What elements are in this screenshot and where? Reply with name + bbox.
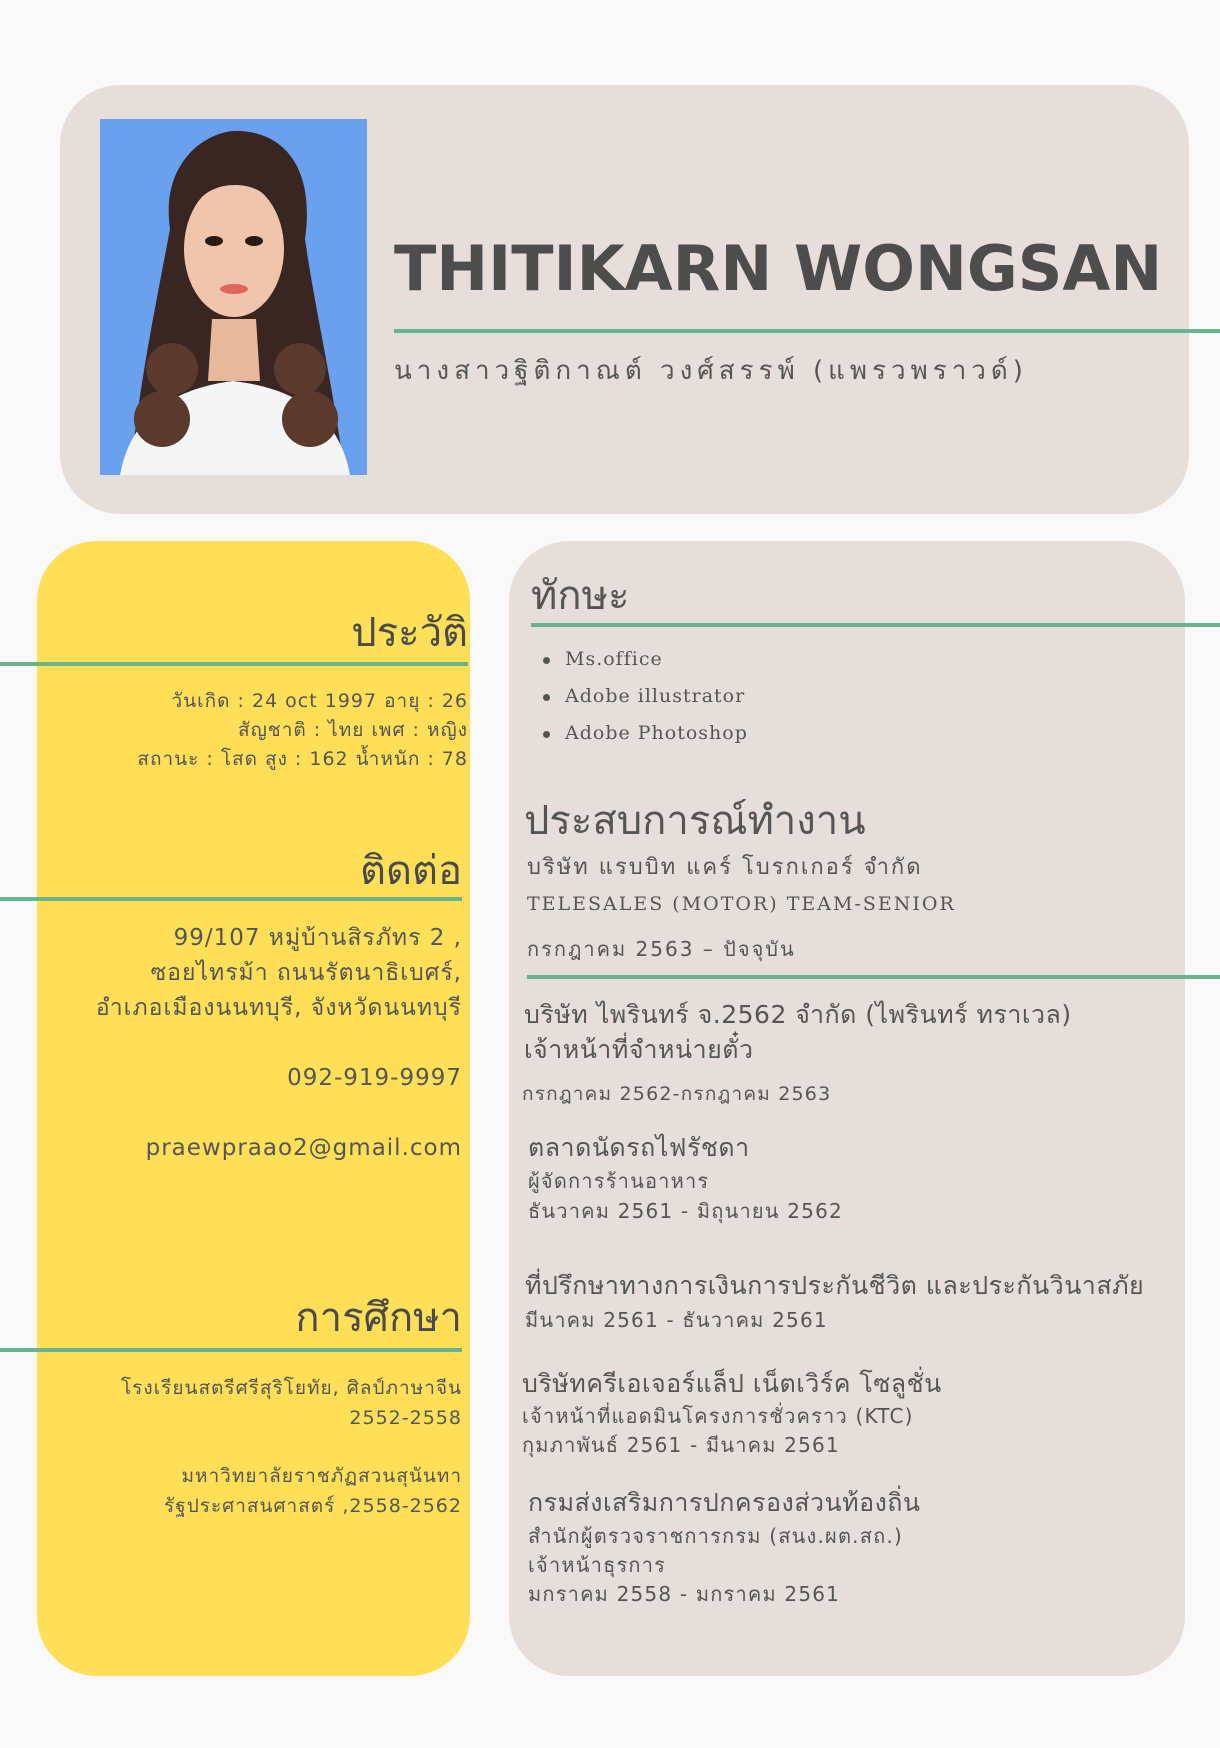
job-5-company: บริษัทครีเอเจอร์แล็ป เน็ตเวิร์ค โซลูชั่น [522, 1369, 942, 1398]
experience-title: ประสบการณ์ทำงาน [524, 798, 866, 844]
job-1-period: กรกฎาคม 2563 – ปัจจุบัน [527, 937, 796, 961]
job-4-period: มีนาคม 2561 - ธันวาคม 2561 [525, 1308, 828, 1332]
full-name: THITIKARN WONGSAN [394, 232, 1163, 305]
job-1-role: TELESALES (MOTOR) TEAM-SENIOR [527, 893, 956, 915]
job-6-role: สำนักผู้ตรวจราชการกรม (สนง.ผต.สถ.) [528, 1524, 903, 1548]
profile-divider [0, 662, 468, 666]
experience-divider [527, 975, 1220, 979]
profile-title: ประวัติ [351, 610, 468, 656]
profile-nationality: สัญชาติ : ไทย เพศ : หญิง [238, 719, 468, 741]
job-6-period: มกราคม 2558 - มกราคม 2561 [528, 1582, 841, 1606]
profile-status: สถานะ : โสด สูง : 162 น้ำหนัก : 78 [137, 748, 468, 770]
skills-divider [531, 623, 1220, 627]
skill-item: Adobe Photoshop [543, 722, 748, 759]
contact-title: ติดต่อ [360, 848, 462, 894]
job-3-company: ตลาดนัดรถไฟรัชดา [528, 1133, 750, 1162]
job-1-company: บริษัท แรบบิท แคร์ โบรกเกอร์ จำกัด [527, 855, 923, 880]
job-3-role: ผู้จัดการร้านอาหาร [528, 1169, 710, 1193]
job-2-company: บริษัท ไพรินทร์ จ.2562 จำกัด (ไพรินทร์ ทราเวล) [524, 1000, 1072, 1029]
job-4-company: ที่ปรึกษาทางการเงินการประกันชีวิต และประกันวินาสภัย [525, 1271, 1145, 1300]
job-3-period: ธันวาคม 2561 - มิถุนายน 2562 [528, 1199, 843, 1223]
skills-list [543, 648, 748, 759]
education-school-1: โรงเรียนสตรีศรีสุริโยทัย, ศิลป์ภาษาจีน [120, 1377, 462, 1399]
contact-email: praewpraao2@gmail.com [145, 1135, 462, 1161]
job-5-role: เจ้าหน้าที่แอดมินโครงการชั่วคราว (KTC) [522, 1404, 914, 1428]
profile-photo [100, 119, 367, 475]
education-years-1: 2552-2558 [349, 1407, 462, 1429]
job-2-role: เจ้าหน้าที่จำหน่ายตั๋ว [524, 1035, 754, 1064]
header-divider [394, 329, 1220, 333]
job-2-period: กรกฎาคม 2562-กรกฎาคม 2563 [522, 1083, 832, 1105]
skill-item: Adobe illustrator [543, 685, 748, 722]
job-6-role-2: เจ้าหน้าธุรการ [528, 1553, 667, 1577]
education-years-2: รัฐประศาสนศาสตร์ ,2558-2562 [164, 1495, 462, 1517]
education-title: การศึกษา [295, 1295, 462, 1341]
address-line-1: 99/107 หมู่บ้านสิรภัทร 2 , [173, 925, 462, 951]
contact-divider [0, 897, 462, 901]
education-divider [0, 1348, 462, 1352]
education-school-2: มหาวิทยาลัยราชภัฏสวนสุนันทา [181, 1465, 462, 1487]
address-line-2: ซอยไทรม้า ถนนรัตนาธิเบศร์, [150, 960, 462, 986]
skill-item: Ms.office [543, 648, 748, 685]
thai-name: นางสาวฐิติกาณต์ วงศ์สรรพ์ (แพรวพราวด์) [394, 356, 1028, 386]
job-5-period: กุมภาพันธ์ 2561 - มีนาคม 2561 [522, 1433, 840, 1457]
job-6-company: กรมส่งเสริมการปกครองส่วนท้องถิ่น [528, 1488, 921, 1517]
address-line-3: อำเภอเมืองนนทบุรี, จังหวัดนนทบุรี [95, 995, 462, 1021]
skills-title: ทักษะ [531, 573, 630, 619]
contact-phone: 092-919-9997 [287, 1065, 462, 1091]
profile-birth: วันเกิด : 24 oct 1997 อายุ : 26 [171, 690, 468, 712]
